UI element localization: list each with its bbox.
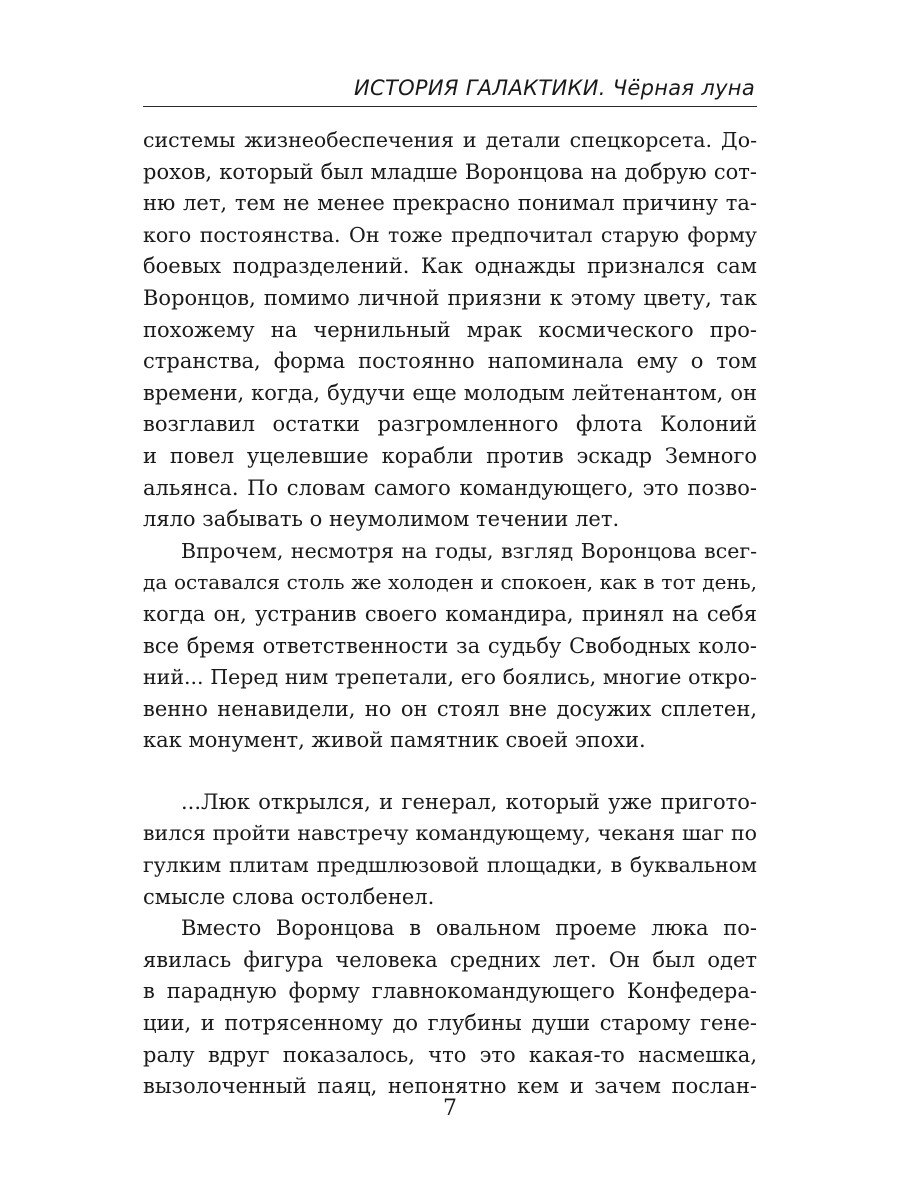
text-line: странства, форма постоянно напоминала ему о том [143,349,757,374]
text-line: венно ненавидели, но он стоял вне досужих сплетен, [143,696,757,721]
text-line: и повел уцелевшие корабли против эскадр Земного [143,443,757,468]
body-text [143,125,757,1103]
text-line: кого постоянства. Он тоже предпочитал старую форму [143,222,757,247]
text-line: Вместо Воронцова в овальном проеме люка по- [181,916,757,941]
text-line: ню лет, тем не менее прекрасно понимал причину та- [143,191,757,216]
text-line: явилась фигура человека средних лет. Он был одет [143,947,757,972]
page-number: 7 [443,1096,457,1121]
text-line: рохов, который был младше Воронцова на добрую сот- [143,159,757,184]
text-line: ний... Перед ним трепетали, его боялись, многие откро- [143,665,757,690]
running-head-text [354,76,755,100]
text-line: ляло забывать о неумолимом течении лет. [143,507,620,532]
text-line: в парадную форму главнокомандующего Конфедера- [143,979,757,1004]
text-line: похожему на чернильный мрак космического про- [143,317,757,342]
paragraph [143,536,757,757]
text-line: да оставался столь же холоден и спокоен, как в тот день, [143,570,757,595]
text-line: смысле слова остолбенел. [143,884,435,909]
text-line: ралу вдруг показалось, что это какая-то насмешка, [143,1042,757,1067]
text-line: системы жизнеобеспечения и детали спецкорсета. До- [143,128,757,152]
text-line: Воронцов, помимо личной приязни к этому цвету, так [143,285,757,310]
text-line: все бремя ответственности за судьбу Свободных коло- [143,633,757,658]
section-break [143,757,757,787]
text-line: альянса. По словам самого командующего, это позво- [143,475,757,500]
text-line: боевых подразделений. Как однажды признался сам [143,254,757,279]
text-line: вызолоченный паяц, непонятно кем и зачем послан- [143,1074,757,1099]
book-title: Чёрная луна [612,76,755,100]
text-line: Впрочем, несмотря на годы, взгляд Воронцова всег- [181,538,757,563]
text-line: гулким плитам предшлюзовой площадки, в буквальном [143,853,757,878]
text-line: как монумент, живой памятник своей эпохи. [143,728,646,753]
text-line: ...Люк открылся, и генерал, который уже пригото- [181,789,757,814]
paragraph [143,787,757,913]
text-line: вился пройти навстречу командующему, чеканя шаг по [143,821,757,846]
paragraph [143,913,757,1103]
text-line: возглавил остатки разгромленного флота Колоний [143,412,757,437]
paragraph [143,125,757,536]
text-line: ции, и потрясенному до глубины души старому гене- [143,1011,757,1036]
running-head [143,66,757,107]
text-line: когда он, устранив своего командира, принял на себя [143,601,757,626]
text-line: времени, когда, будучи еще молодым лейтенантом, он [143,380,757,405]
series-title: ИСТОРИЯ ГАЛАКТИКИ. [353,76,606,100]
